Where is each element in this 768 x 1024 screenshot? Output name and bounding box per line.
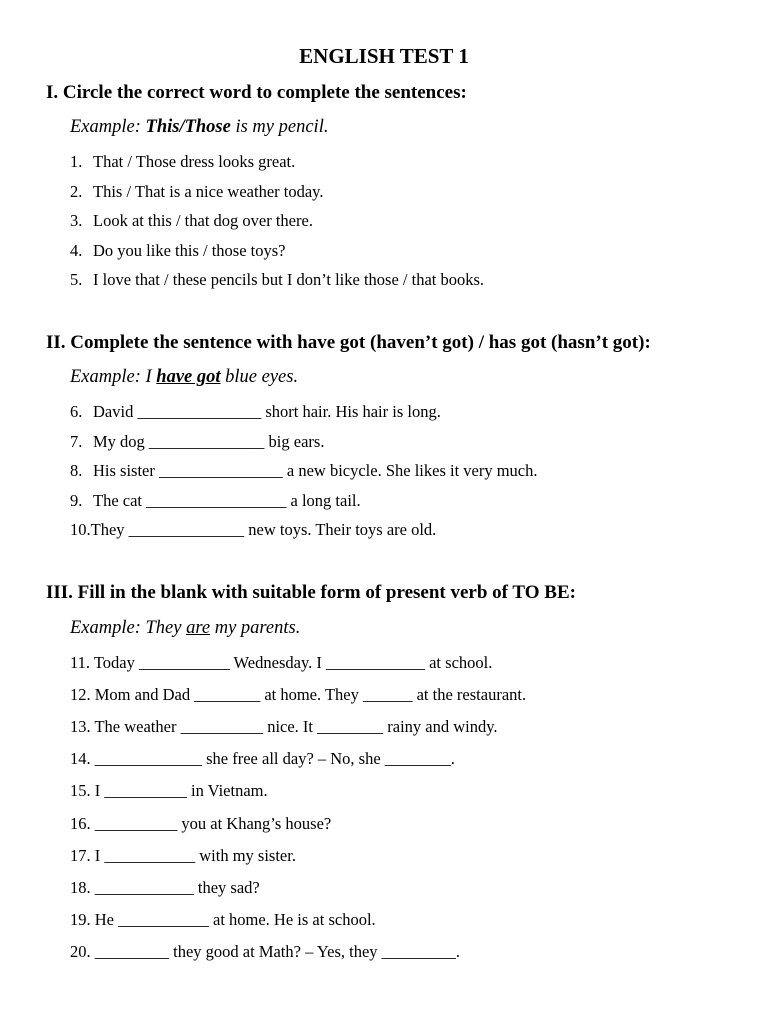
question-7 [70,432,324,452]
question-text: Look at this / that dog over there. [93,211,313,230]
example-prefix: Example: [70,117,146,137]
example-highlight: have got [156,367,221,387]
question-text: He ___________ at home. He is at school. [94,910,376,929]
question-number: 11. [70,653,91,672]
question-number: 20. [70,942,91,961]
question-12 [70,685,526,705]
question-text: Mom and Dad ________ at home. They ______ at the restaurant. [94,685,527,704]
section-1-heading: I. Circle the correct word to complete the sentences: [46,82,467,103]
question-2 [70,182,323,202]
question-16 [70,814,331,834]
question-13 [70,717,498,737]
question-1 [70,152,295,172]
question-text: His sister _______________ a new bicycle. She likes it very much. [93,461,538,480]
question-text: __________ you at Khang’s house? [94,814,332,833]
question-number: 9. [70,491,83,510]
question-20 [70,942,460,962]
question-10 [70,520,436,540]
page-title: ENGLISH TEST 1 [299,44,469,68]
section-2-heading: II. Complete the sentence with have got (haven’t got) / has got (hasn’t got): [46,332,651,353]
example-suffix: my parents. [210,618,301,638]
question-17 [70,846,296,866]
question-number: 10. [70,520,91,539]
question-4 [70,241,286,261]
question-number: 12. [70,685,91,704]
question-number: 15. [70,781,91,800]
question-text: My dog ______________ big ears. [93,432,325,451]
question-number: 1. [70,152,83,171]
question-15 [70,781,268,801]
example-prefix: Example: I [70,367,157,387]
question-number: 17. [70,846,91,865]
question-number: 5. [70,270,83,289]
question-6 [70,402,441,422]
example-suffix: is my pencil. [230,117,329,137]
question-text: ____________ they sad? [94,878,260,897]
question-number: 18. [70,878,91,897]
question-text: This / That is a nice weather today. [93,182,324,201]
section-2-example [70,367,298,388]
example-prefix: Example: They [70,618,187,638]
question-9 [70,491,361,511]
section-1-example [70,117,328,138]
question-number: 2. [70,182,83,201]
question-number: 6. [70,402,83,421]
question-number: 8. [70,461,83,480]
section-3-heading: III. Fill in the blank with suitable form of present verb of TO BE: [46,582,576,603]
example-suffix: blue eyes. [220,367,299,387]
section-3-example [70,618,300,639]
question-14 [70,749,455,769]
question-18 [70,878,260,898]
question-number: 13. [70,717,91,736]
question-text: That / Those dress looks great. [93,152,296,171]
question-number: 19. [70,910,91,929]
question-19 [70,910,376,930]
question-text: I __________ in Vietnam. [94,781,268,800]
question-text: Today ___________ Wednesday. I ____________ at school. [93,653,493,672]
question-11 [70,653,492,673]
question-number: 16. [70,814,91,833]
question-number: 3. [70,211,83,230]
question-number: 14. [70,749,91,768]
question-8 [70,461,538,481]
question-number: 4. [70,241,83,260]
question-number: 7. [70,432,83,451]
question-text: I love that / these pencils but I don’t like those / that books. [93,270,485,289]
example-highlight: This/Those [145,117,231,137]
example-highlight: are [186,618,211,638]
question-text: _________ they good at Math? – Yes, they _________. [94,942,461,961]
question-text: The cat _________________ a long tail. [93,491,361,510]
question-text: David _______________ short hair. His hair is long. [93,402,441,421]
question-text: _____________ she free all day? – No, she ________. [94,749,455,768]
question-text: I ___________ with my sister. [94,846,296,865]
question-text: The weather __________ nice. It ________ rainy and windy. [94,717,498,736]
question-text: They ______________ new toys. Their toys are old. [90,520,437,539]
question-5 [70,270,484,290]
question-text: Do you like this / those toys? [93,241,286,260]
question-3 [70,211,313,231]
